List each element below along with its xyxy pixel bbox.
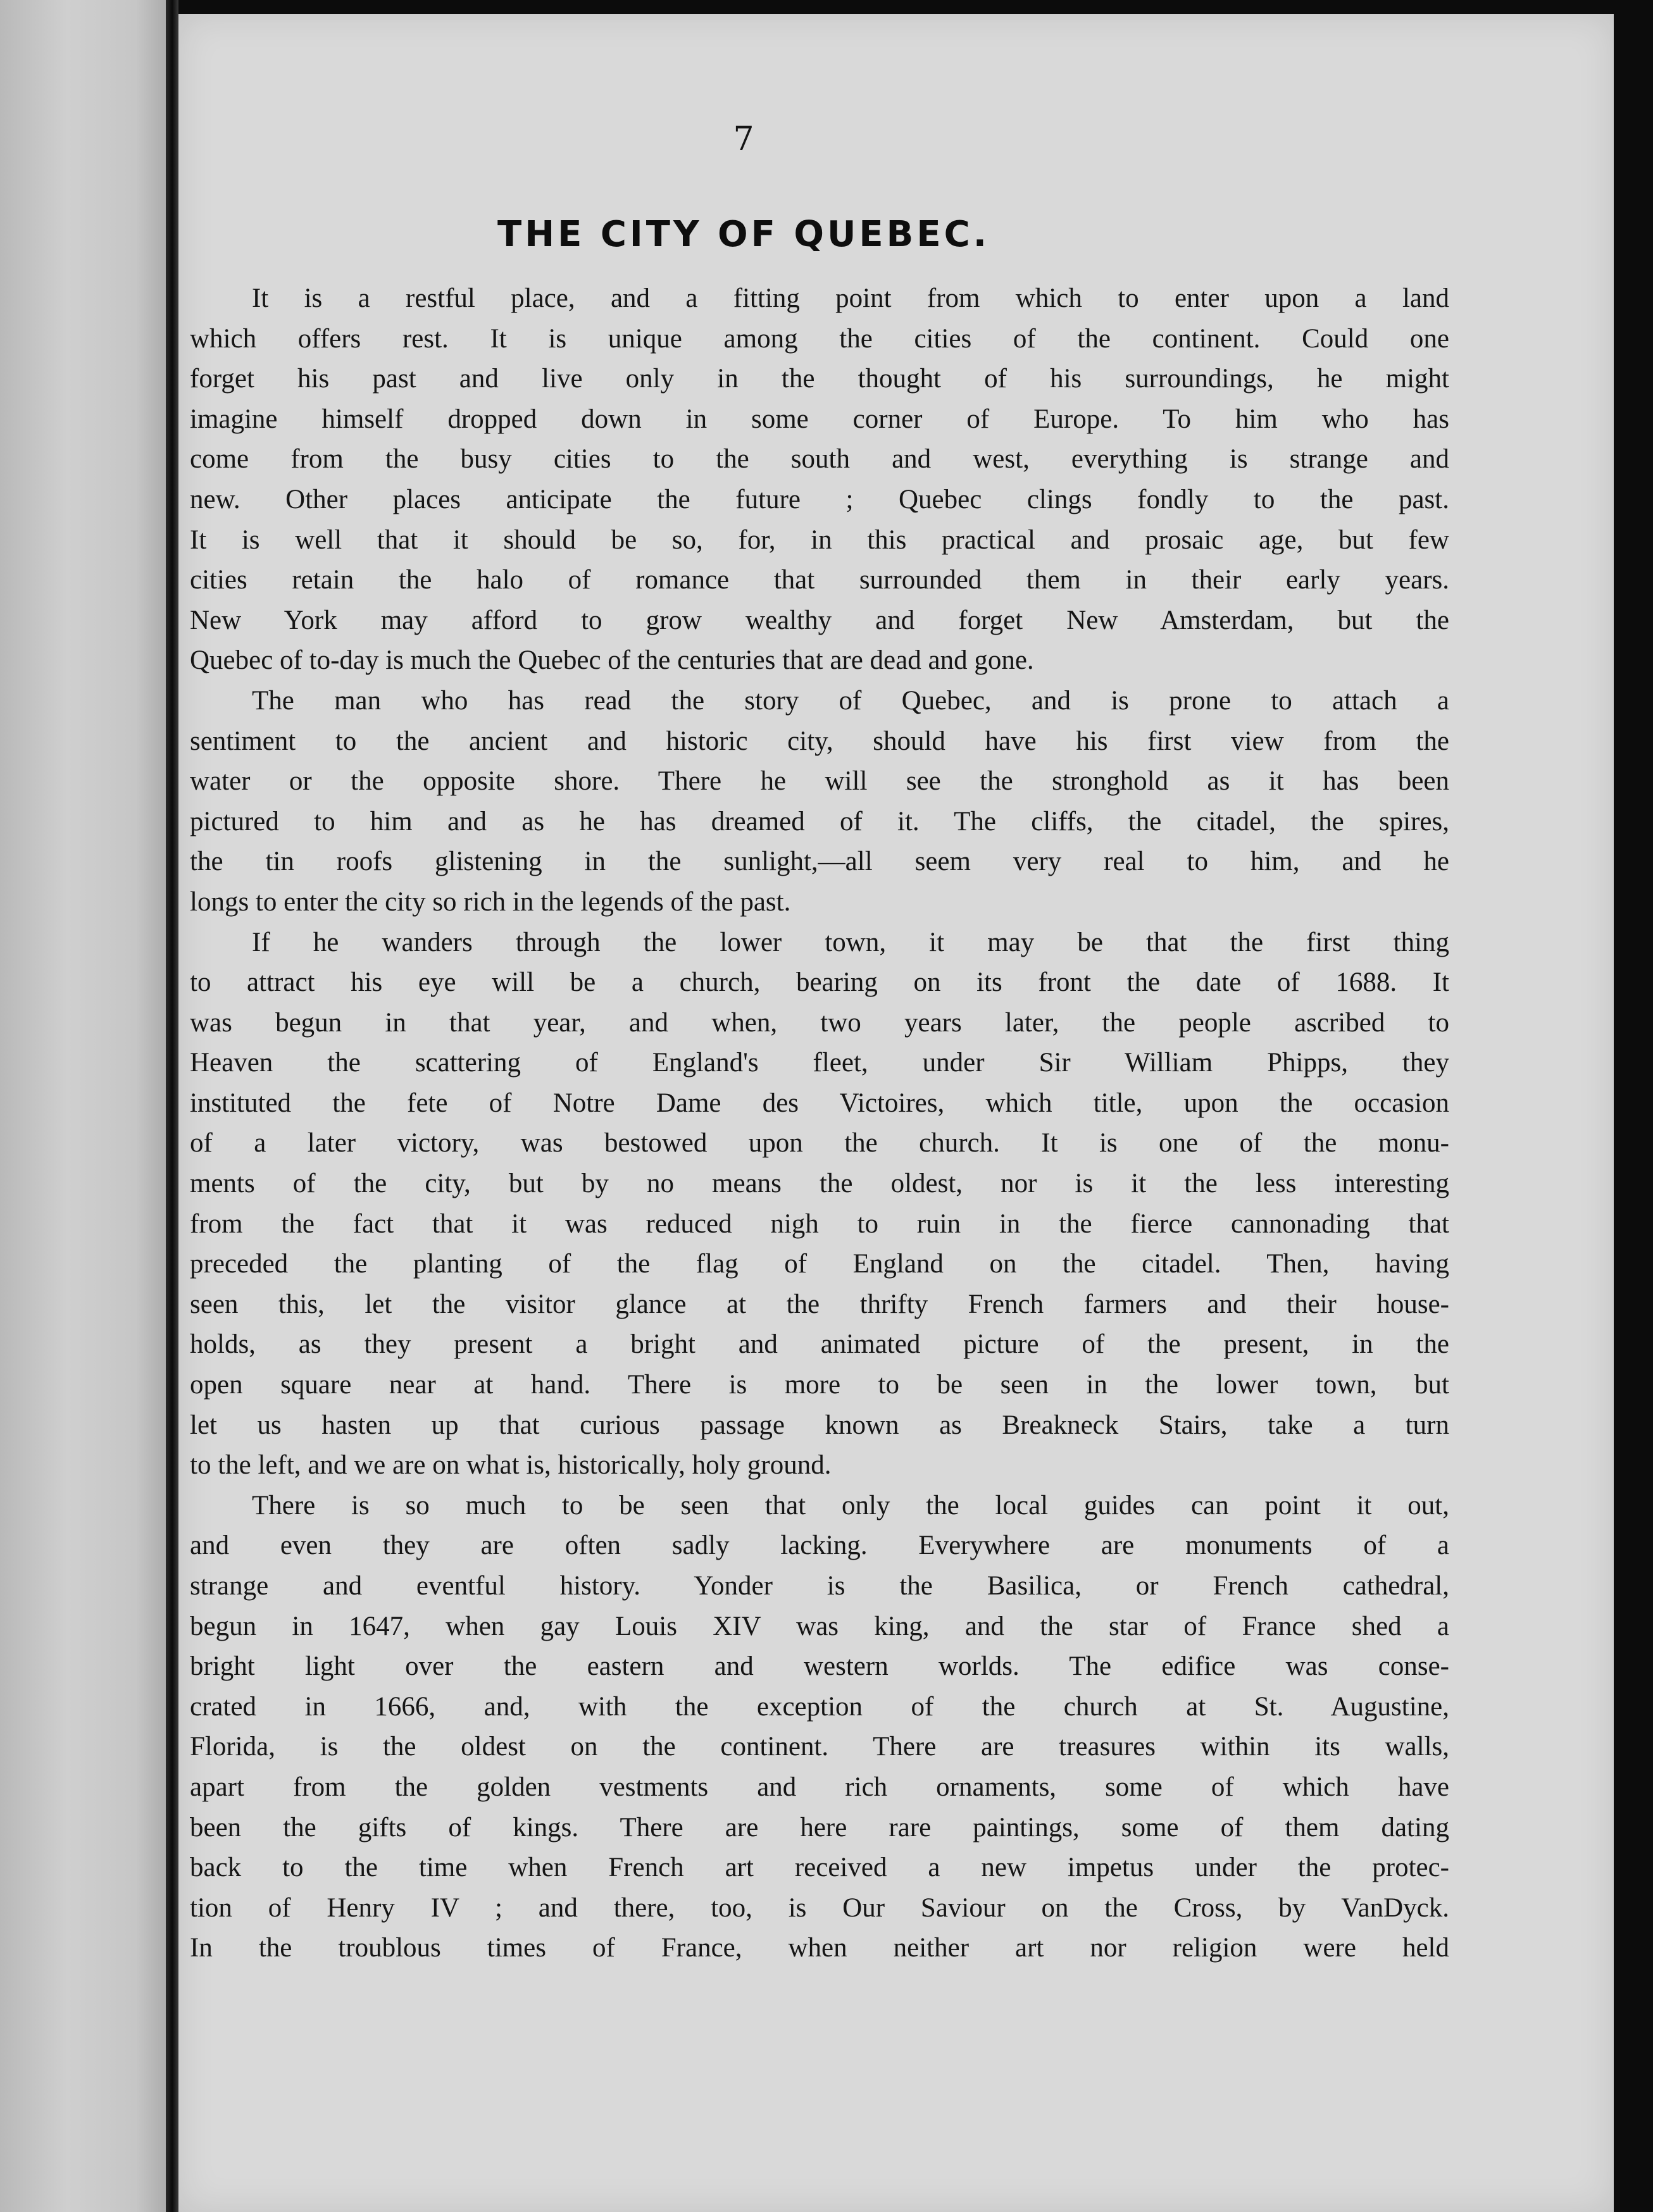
text-line: water or the opposite shore. There he will see the stronghold as it has been (190, 766, 1449, 797)
text-line: ments of the city, but by no means the oldest, nor is it the less interesting (190, 1169, 1449, 1199)
text-line: There is so much to be seen that only the local guides can point it out, (252, 1490, 1449, 1520)
text-line: holds, as they present a bright and animated picture of the present, in the (190, 1329, 1449, 1360)
text-line: bright light over the eastern and western worlds. The edifice was conse- (190, 1651, 1449, 1682)
text-line: New York may afford to grow wealthy and forget New Amsterdam, but the (190, 605, 1449, 635)
text-line: been the gifts of kings. There are here rare paintings, some of them dating (190, 1812, 1449, 1842)
text-line: Heaven the scattering of England's fleet, under Sir William Phipps, they (190, 1048, 1449, 1078)
text-line: to the left, and we are on what is, historically, holy ground. (190, 1450, 832, 1481)
facing-page-edge (0, 0, 170, 2212)
page-number: 7 (733, 120, 754, 158)
text-line: and even they are often sadly lacking. Everywhere are monuments of a (190, 1531, 1449, 1561)
text-line: of a later victory, was bestowed upon the church. It is one of the monu- (190, 1128, 1449, 1159)
binding-gutter (166, 0, 178, 2212)
text-line: come from the busy cities to the south and west, everything is strange and (190, 444, 1449, 475)
text-line: begun in 1647, when gay Louis XIV was king, and the star of France shed a (190, 1611, 1449, 1641)
text-line: to attract his eye will be a church, bearing on its front the date of 1688. It (190, 967, 1449, 998)
text-line: instituted the fete of Notre Dame des Victoires, which title, upon the occasion (190, 1088, 1449, 1118)
text-line: If he wanders through the lower town, it may be that the first thing (252, 927, 1449, 957)
paragraph (190, 681, 1449, 923)
paragraph (190, 1486, 1449, 1968)
text-line: strange and eventful history. Yonder is the Basilica, or French cathedral, (190, 1571, 1449, 1601)
text-line: forget his past and live only in the thought of his surroundings, he might (190, 364, 1449, 394)
text-line: imagine himself dropped down in some corner of Europe. To him who has (190, 404, 1449, 434)
text-line: seen this, let the visitor glance at the thrifty French farmers and their house- (190, 1289, 1449, 1319)
paragraph (190, 278, 1449, 681)
text-line: let us hasten up that curious passage known as Breakneck Stairs, take a turn (190, 1410, 1449, 1440)
text-line: cities retain the halo of romance that surrounded them in their early years. (190, 565, 1449, 595)
text-line: apart from the golden vestments and rich ornaments, some of which have (190, 1772, 1449, 1802)
text-line: In the troublous times of France, when neither art nor religion were held (190, 1933, 1449, 1963)
text-line: back to the time when French art received a new impetus under the protec- (190, 1853, 1449, 1883)
text-line: crated in 1666, and, with the exception of the church at St. Augustine, (190, 1691, 1449, 1722)
text-line: which offers rest. It is unique among the cities of the continent. Could one (190, 323, 1449, 354)
text-line: pictured to him and as he has dreamed of it. The cliffs, the citadel, the spires, (190, 806, 1449, 836)
text-line: new. Other places anticipate the future ; Quebec clings fondly to the past. (190, 484, 1449, 514)
text-line: from the fact that it was reduced nigh to ruin in the fierce cannonading that (190, 1209, 1449, 1239)
text-line: The man who has read the story of Quebec, and is prone to attach a (252, 685, 1449, 716)
text-line: tion of Henry IV ; and there, too, is Our Saviour on the Cross, by VanDyck. (190, 1892, 1449, 1923)
text-line: preceded the planting of the flag of England on the citadel. Then, having (190, 1249, 1449, 1279)
text-line: longs to enter the city so rich in the legends of the past. (190, 886, 791, 917)
paragraph (190, 923, 1449, 1486)
text-line: sentiment to the ancient and historic city, should have his first view from the (190, 726, 1449, 756)
text-line: Florida, is the oldest on the continent. There are treasures within its walls, (190, 1732, 1449, 1762)
text-line: It is well that it should be so, for, in this practical and prosaic age, but few (190, 525, 1449, 555)
text-line: It is a restful place, and a fitting point from which to enter upon a land (252, 283, 1449, 313)
text-line: the tin roofs glistening in the sunlight,—all seem very real to him, and he (190, 847, 1449, 877)
page-title: THE CITY OF QUEBEC. (497, 214, 990, 255)
text-line: Quebec of to-day is much the Quebec of the centuries that are dead and gone. (190, 645, 1034, 676)
text-line: was begun in that year, and when, two years later, the people ascribed to (190, 1007, 1449, 1038)
text-line: open square near at hand. There is more to be seen in the lower town, but (190, 1370, 1449, 1400)
body-text (190, 278, 1449, 1968)
